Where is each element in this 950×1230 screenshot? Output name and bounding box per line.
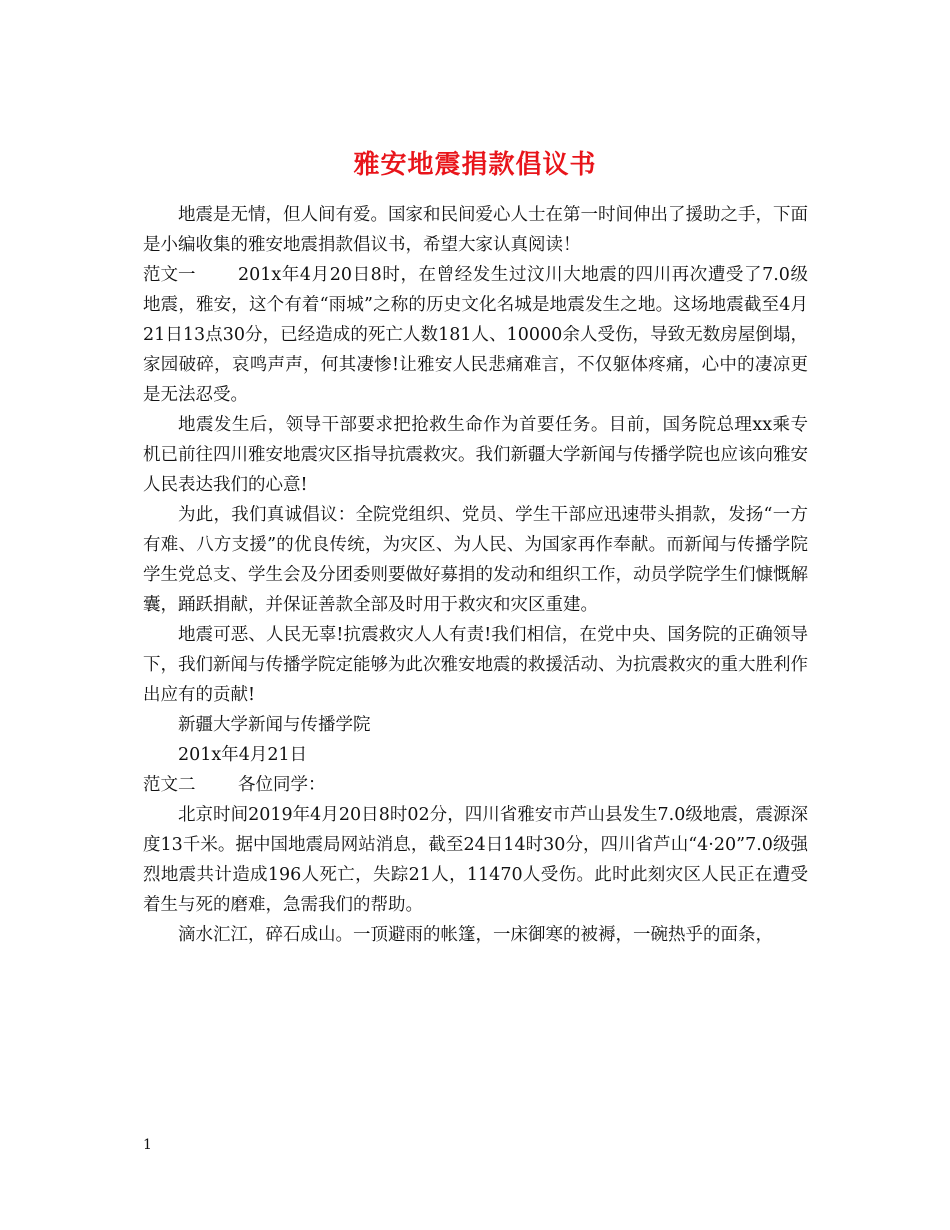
sample-2-paragraph-2: 滴水汇江，碎石成山。一顶避雨的帐篷，一床御寒的被褥，一碗热乎的面条， [178, 925, 773, 945]
sample-1-paragraph-4: 地震可恶、人民无辜!抗震救灾人人有责!我们相信，在党中央、国务院的正确领导下，我们新闻与传播学院定能够为此次雅安地震的救援活动、为抗震救灾的重大胜利作出应有的贡献! [143, 625, 808, 705]
intro-paragraph: 地震是无情，但人间有爱。国家和民间爱心人士在第一时间伸出了援助之手，下面是小编收集的雅安地震捐款倡议书，希望大家认真阅读！ [143, 205, 808, 255]
sample-2-greeting: 各位同学： [238, 775, 326, 795]
sample-1-signature: 新疆大学新闻与传播学院 [178, 715, 371, 735]
sample-1-first-paragraph [143, 260, 808, 410]
sample-2-header [143, 770, 808, 800]
sample-1-paragraph-2: 地震发生后，领导干部要求把抢救生命作为首要任务。目前，国务院总理xx乘专机已前往四川雅安地震灾区指导抗震救灾。我们新疆大学新闻与传播学院也应该向雅安人民表达我们的心意! [143, 415, 808, 495]
sample-1-paragraph-1-text: 201x年4月20日8时，在曾经发生过汶川大地震的四川再次遭受了7.0级地震，雅安，这个有着“雨城”之称的历史文化名城是地震发生之地。这场地震截至4月21日13点30分，已经造成的死亡人数181人、10000余人受伤，导致无数房屋倒塌，家园破碎，哀鸣声声，何其凄惨!让雅安人民悲痛难言，不仅躯体疼痛，心中的凄凉更是无法忍受。 [143, 265, 808, 405]
page-title: 雅安地震捐款倡议书 [353, 150, 597, 181]
document-body [143, 200, 808, 950]
sample-1-label: 范文一 [143, 265, 196, 285]
sample-1-date: 201x年4月21日 [178, 745, 308, 765]
sample-1-paragraph-3: 为此，我们真诚倡议：全院党组织、党员、学生干部应迅速带头捐款，发扬“一方有难、八方支援”的优良传统，为灾区、为人民、为国家再作奉献。而新闻与传播学院学生党总支、学生会及分团委则要做好募捐的发动和组织工作，动员学院学生们慷慨解囊，踊跃捐献，并保证善款全部及时用于救灾和灾区重建。 [143, 505, 808, 615]
sample-2-paragraph-1: 北京时间2019年4月20日8时02分，四川省雅安市芦山县发生7.0级地震，震源深度13千米。据中国地震局网站消息，截至24日14时30分，四川省芦山“4·20”7.0级强烈地震共计造成196人死亡，失踪21人，11470人受伤。此时此刻灾区人民正在遭受着生与死的磨难，急需我们的帮助。 [143, 805, 808, 915]
sample-2-label: 范文二 [143, 775, 196, 795]
page-number: 1 [143, 1137, 152, 1153]
